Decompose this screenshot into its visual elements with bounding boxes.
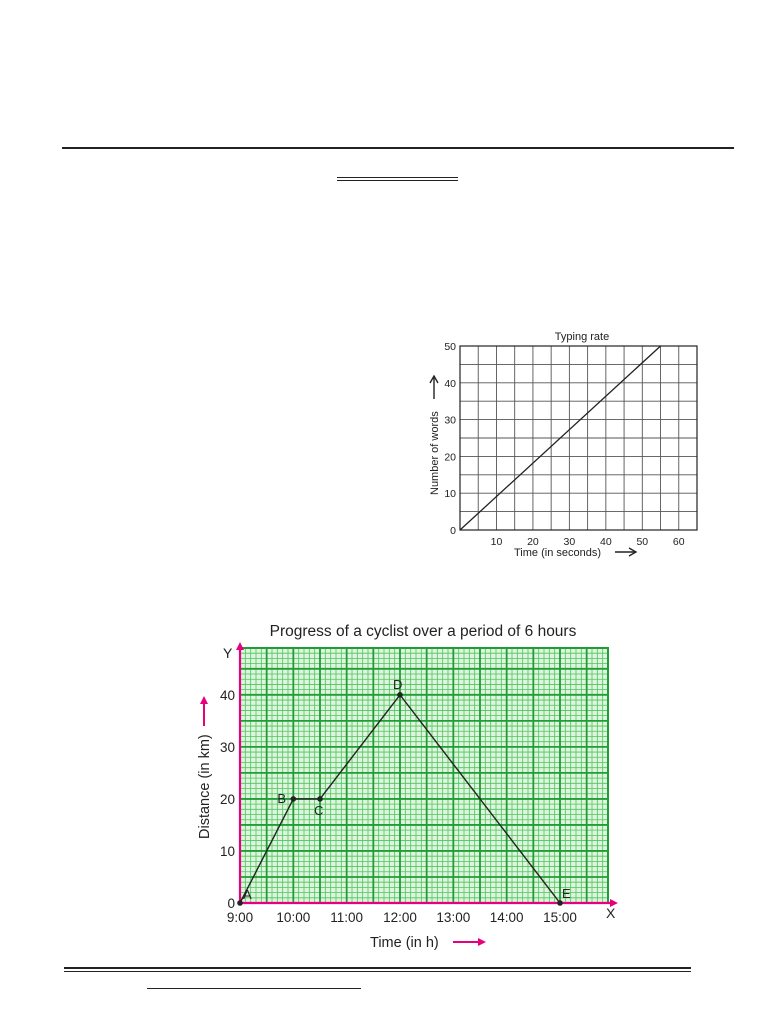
cyclist-chart-background (240, 648, 608, 903)
point-marker (317, 796, 323, 802)
origin-tick-label: 0 (450, 525, 456, 537)
y-axis-arrowhead (236, 642, 244, 650)
cyclist-x-arrow (453, 938, 486, 946)
y-tick-label: 10 (444, 488, 456, 501)
x-tick-label: 15:00 (543, 910, 577, 925)
y-tick-label: 20 (219, 791, 235, 807)
y-tick-label: 50 (444, 341, 456, 353)
top-divider (62, 147, 734, 149)
cyclist-chart-ylabel: Distance (in km) (197, 734, 213, 839)
x-tick-label: 20 (527, 536, 539, 548)
x-tick-label: 14:00 (489, 910, 524, 925)
cyclist-x-axis-letter: X (606, 905, 616, 921)
plot-area (240, 648, 608, 903)
typing-y-arrow (430, 376, 438, 399)
cyclist-chart-title: Progress of a cyclist over a period of 6 hours (269, 623, 577, 640)
typing-chart-ylabel: Number of words (429, 411, 441, 495)
point-marker (237, 900, 243, 906)
point-marker (557, 900, 563, 906)
typing-rate-chart (420, 325, 720, 565)
x-tick-label: 9:00 (226, 910, 254, 925)
typing-chart-xlabel: Time (in seconds) (514, 547, 602, 559)
x-tick-label: 40 (600, 536, 612, 548)
cyclist-y-arrow (200, 696, 208, 726)
bottom-divider-bottom (64, 971, 691, 972)
point-label: A (243, 887, 252, 902)
y-tick-label: 0 (227, 896, 235, 911)
typing-chart-ticks (444, 341, 684, 548)
x-tick-label: 10:00 (276, 910, 311, 925)
x-tick-label: 12:00 (383, 910, 417, 925)
bottom-divider-top (64, 967, 691, 969)
typing-chart-grid (460, 346, 697, 530)
x-tick-label: 13:00 (436, 910, 471, 925)
point-marker (397, 692, 403, 698)
y-tick-label: 40 (444, 377, 456, 390)
y-tick-label: 20 (444, 451, 456, 464)
typing-x-arrow (615, 548, 636, 556)
x-tick-label: 60 (672, 536, 685, 548)
point-label: E (562, 886, 571, 901)
y-tick-label: 40 (219, 687, 235, 703)
cyclist-progress-chart (180, 612, 640, 957)
x-tick-label: 11:00 (330, 910, 364, 925)
cyclist-chart-xlabel: Time (in h) (370, 935, 439, 951)
x-tick-label: 30 (563, 536, 576, 548)
y-tick-label: 30 (219, 739, 235, 755)
heading-underline-top (337, 177, 458, 178)
x-tick-label: 10 (490, 536, 503, 548)
cyclist-y-axis-letter: Y (223, 645, 233, 661)
typing-chart-title: Typing rate (554, 331, 610, 343)
footnote-rule (147, 988, 361, 989)
x-tick-label: 50 (636, 536, 649, 548)
point-marker (291, 796, 297, 802)
point-label: D (393, 676, 403, 692)
point-label: C (314, 802, 324, 818)
heading-underline-bottom (337, 180, 458, 181)
point-label: B (277, 790, 287, 806)
y-tick-label: 10 (219, 843, 235, 859)
y-tick-label: 30 (444, 414, 456, 427)
